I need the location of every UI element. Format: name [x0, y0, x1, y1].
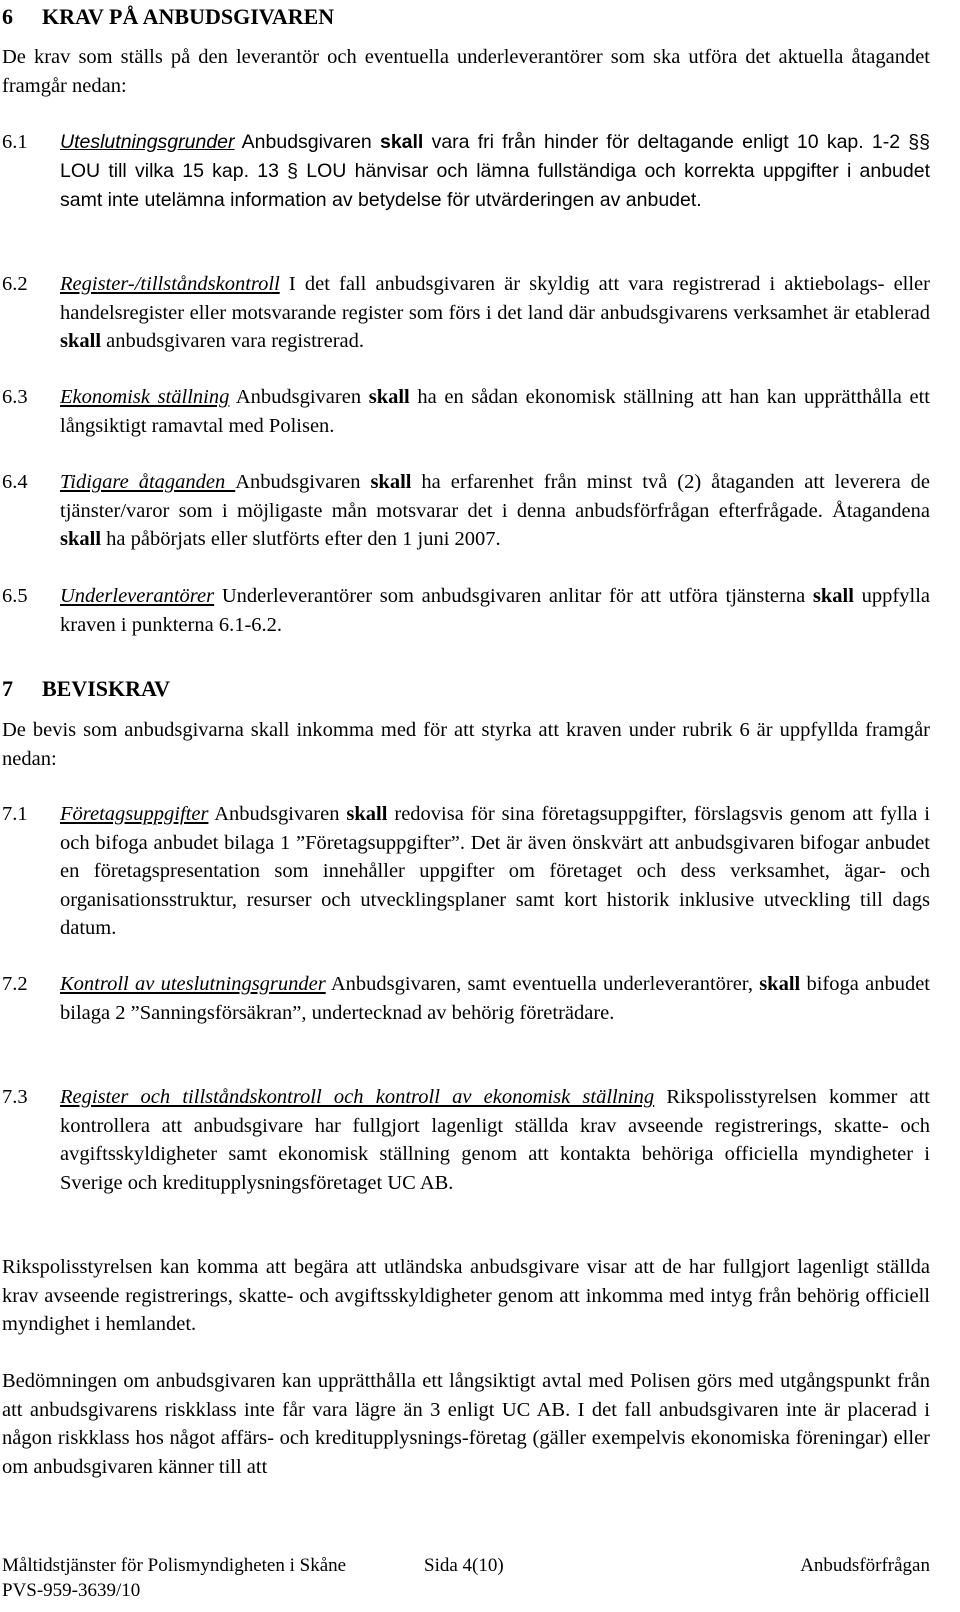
item-6-5 — [2, 582, 930, 639]
item-body: Kontroll av uteslutningsgrunder Anbudsgivaren, samt eventuella underleverantörer, skall bifoga anbudet bilaga 2 ”Sanningsförsäkran”, undertecknad av behörig företrädare. — [60, 973, 931, 1024]
section-7-intro: De bevis som anbudsgivarna skall inkomma med för att styrka att kraven under rubrik 6 är uppfyllda framgår nedan: — [2, 719, 930, 770]
footer-page-number: Sida 4(10) — [424, 1555, 504, 1576]
paragraph-risk-assessment: Bedömningen om anbudsgivaren kan upprätthålla ett långsiktigt avtal med Polisen görs med utgångspunkt från att anbudsgivarens riskklass inte får vara lägre än 3 enligt UC AB. I det fall anbudsgivaren inte är placerad i någon riskklass hos något affärs- och kreditupplysnings-företag (gäller exempelvis ekonomiska föreningar) eller om anbudsgivaren känner till att — [2, 1370, 930, 1478]
item-term: Tidigare åtaganden — [60, 471, 236, 493]
section-6-intro: De krav som ställs på den leverantör och eventuella underleverantörer som ska utföra det aktuella åtagandet framgår nedan: — [2, 46, 930, 97]
footer-reference-number: PVS-959-3639/10 — [2, 1580, 141, 1601]
item-term: Register-/tillståndskontroll — [60, 273, 280, 295]
item-number: 6.3 — [2, 386, 28, 408]
item-6-1 — [2, 128, 930, 215]
section-title: KRAV PÅ ANBUDSGIVAREN — [42, 4, 335, 29]
item-number: 7.3 — [2, 1086, 28, 1108]
section-title: BEVISKRAV — [42, 676, 170, 701]
item-number: 6.1 — [2, 131, 28, 153]
item-6-4 — [2, 468, 930, 554]
item-number: 7.1 — [2, 803, 28, 825]
item-body: Företagsuppgifter Anbudsgivaren skall redovisa för sina företagsuppgifter, förslagsvis genom att fylla i och bifoga anbudet bilaga 1 ”Företagsuppgifter”. Det är även önskvärt att anbudsgivaren bifogar anbudet en företagspresentation som innehåller uppgifter om företaget och dess verksamhet, ägar- och organisationsstruktur, resurser och utvecklingsplaner samt kort historik inklusive utveckling till dags datum. — [60, 803, 931, 939]
item-term: Företagsuppgifter — [60, 803, 209, 825]
item-6-3 — [2, 383, 930, 440]
item-body: Register och tillståndskontroll och kontroll av ekonomisk ställning Rikspolisstyrelsen kommer att kontrollera att anbudsgivare har fullgjort lagenligt ställda krav avseende registrerings, skatte- och avgiftsskyldigheter samt ekonomisk ställning genom att kontakta behöriga officiella myndigheter i Sverige och kreditupplysningsföretaget UC AB. — [60, 1086, 930, 1194]
item-7-3 — [2, 1083, 930, 1197]
item-term: Register och tillståndskontroll och kontroll av ekonomisk ställning — [60, 1086, 655, 1108]
item-number: 7.2 — [2, 973, 28, 995]
item-number: 6.4 — [2, 471, 28, 493]
item-term: Kontroll av uteslutningsgrunder — [60, 973, 326, 995]
section-number: 6 — [2, 4, 13, 29]
item-7-2 — [2, 970, 930, 1027]
section-6-heading — [2, 2, 334, 32]
item-term: Uteslutningsgrunder — [60, 131, 235, 153]
item-body: Tidigare åtaganden Anbudsgivaren skall ha erfarenhet från minst två (2) åtaganden att leverera de tjänster/varor som i möjligaste mån motsvarar det i denna anbudsförfrågan efterfrågade. Åtagandena skall ha påbörjats eller slutförts efter den 1 juni 2007. — [60, 471, 930, 550]
footer-document-title: Måltidstjänster för Polismyndigheten i Skåne — [2, 1555, 347, 1576]
footer-document-type: Anbudsförfrågan — [800, 1555, 930, 1576]
section-number: 7 — [2, 676, 13, 701]
paragraph-foreign-bidders: Rikspolisstyrelsen kan komma att begära att utländska anbudsgivare visar att de har fullgjort lagenligt ställda krav avseende registrerings, skatte- och avgiftsskyldigheter genom att inkomma med intyg från behörig officiell myndighet i hemlandet. — [2, 1256, 930, 1335]
item-body: Underleverantörer Underleverantörer som anbudsgivaren anlitar för att utföra tjänsterna skall uppfylla kraven i punkterna 6.1-6.2. — [60, 585, 930, 636]
item-body: Register-/tillståndskontroll I det fall anbudsgivaren är skyldig att vara registrerad i aktiebolags- eller handelsregister eller motsvarande register som förs i det land där anbudsgivarens verksamhet är etablerad skall anbudsgivaren vara registrerad. — [60, 273, 930, 352]
item-number: 6.5 — [2, 585, 28, 607]
item-number: 6.2 — [2, 273, 28, 295]
item-body: Ekonomisk ställning Anbudsgivaren skall ha en sådan ekonomisk ställning att han kan upprätthålla ett långsiktigt ramavtal med Polisen. — [60, 386, 930, 437]
item-term: Ekonomisk ställning — [60, 386, 230, 408]
section-7-heading — [2, 674, 170, 704]
page-footer — [2, 1553, 930, 1603]
item-term: Underleverantörer — [60, 585, 215, 607]
item-body: Uteslutningsgrunder Anbudsgivaren skall vara fri från hinder för deltagande enligt 10 kap. 1-2 §§ LOU till vilka 15 kap. 13 § LOU hänvisar och lämna fullständiga och korrekta uppgifter i anbudet samt inte utelämna information av betydelse för utvärderingen av anbudet. — [60, 131, 930, 211]
item-6-2 — [2, 270, 930, 356]
item-7-1 — [2, 800, 930, 943]
